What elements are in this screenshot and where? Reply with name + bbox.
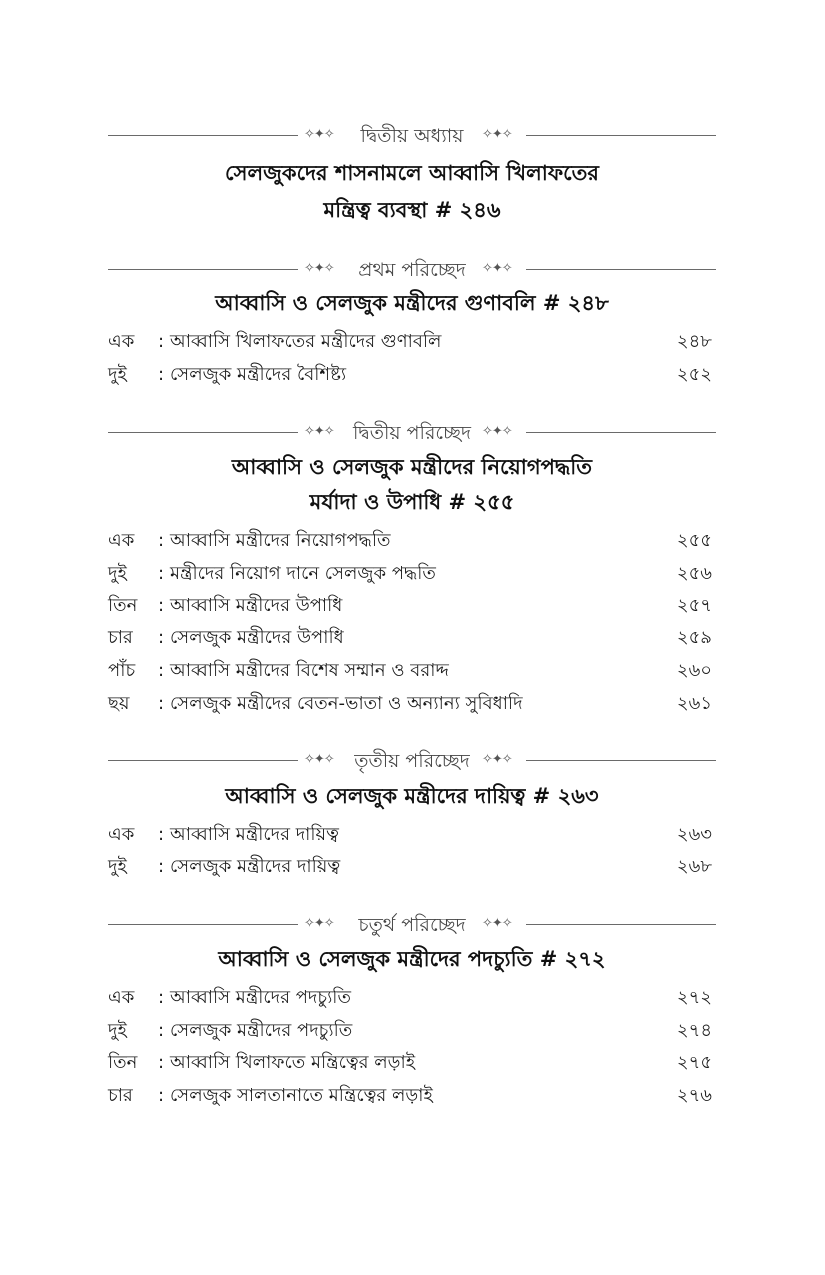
entry-title: সেলজুক মন্ত্রীদের বেতন-ভাতা ও অন্যান্য সুবিধাদি [170, 693, 523, 714]
entry-title: সেলজুক সালতানাতে মন্ত্রিত্বের লড়াই [170, 1085, 433, 1106]
entry-number: এক [108, 987, 135, 1008]
section-heading: প্রথম পরিচ্ছেদ [108, 258, 716, 282]
entry-title: সেলজুক মন্ত্রীদের পদচ্যুতি [170, 1020, 353, 1041]
section-divider [108, 421, 716, 445]
entry-page: ২৫৯ [676, 627, 712, 648]
entry-number: চার [108, 1085, 133, 1106]
toc-entry[interactable] [108, 983, 712, 1013]
toc-entry[interactable] [108, 820, 712, 850]
entry-colon: : [158, 693, 165, 714]
section-heading: তৃতীয় পরিচ্ছেদ [108, 749, 716, 773]
ornament-right-icon: ✧✦✧ [482, 261, 512, 276]
divider-line-right [526, 432, 716, 433]
entry-number: দুই [108, 563, 127, 584]
ornament-right-icon: ✧✦✧ [482, 752, 512, 767]
chapter-title-line2: মন্ত্রিত্ব ব্যবস্থা # ২৪৬ [323, 198, 501, 222]
entry-colon: : [158, 1052, 165, 1073]
entry-page: ২৫২ [676, 364, 712, 385]
entry-page: ২৫৬ [676, 563, 712, 584]
chapter-heading: দ্বিতীয় অধ্যায় [108, 124, 716, 148]
entry-colon: : [158, 1085, 165, 1106]
entry-number: পাঁচ [108, 660, 136, 681]
entry-number: এক [108, 331, 135, 352]
toc-entry[interactable] [108, 1081, 712, 1111]
section-title-line2: মর্যাদা ও উপাধি # ২৫৫ [309, 490, 515, 514]
entry-colon: : [158, 530, 165, 551]
toc-entry[interactable] [108, 1048, 712, 1078]
divider-line-right [526, 135, 716, 136]
entry-page: ২৬০ [676, 660, 712, 681]
entry-colon: : [158, 824, 165, 845]
ornament-right-icon: ✧✦✧ [482, 916, 512, 931]
section-divider [108, 258, 716, 282]
entry-number: দুই [108, 1020, 127, 1041]
entry-page: ২৬১ [676, 693, 712, 714]
entry-page: ২৭৬ [676, 1085, 712, 1106]
entry-colon: : [158, 563, 165, 584]
section-heading: চতুর্থ পরিচ্ছেদ [108, 913, 716, 937]
entry-colon: : [158, 1020, 165, 1041]
entry-number: তিন [108, 595, 138, 616]
entry-title: আব্বাসি খিলাফতে মন্ত্রিত্বের লড়াই [170, 1052, 416, 1073]
ornament-left-icon: ✧✦✧ [304, 916, 334, 931]
ornament-right-icon: ✧✦✧ [482, 424, 512, 439]
entry-number: এক [108, 530, 135, 551]
toc-entry[interactable] [108, 1016, 712, 1046]
entry-number: তিন [108, 1052, 138, 1073]
section-title: আব্বাসি ও সেলজুক মন্ত্রীদের দায়িত্ব # ২৬৩ [225, 784, 599, 808]
divider-line-right [526, 269, 716, 270]
toc-entry[interactable] [108, 689, 712, 719]
ornament-left-icon: ✧✦✧ [304, 424, 334, 439]
entry-page: ২৬৮ [676, 856, 712, 877]
toc-entry[interactable] [108, 591, 712, 621]
entry-colon: : [158, 364, 165, 385]
toc-entry[interactable] [108, 656, 712, 686]
divider-line-right [526, 760, 716, 761]
entry-page: ২৫৭ [676, 595, 712, 616]
section-title-line1: আব্বাসি ও সেলজুক মন্ত্রীদের নিয়োগপদ্ধতি [231, 455, 593, 479]
entry-number: ছয় [108, 693, 130, 714]
ornament-left-icon: ✧✦✧ [304, 752, 334, 767]
entry-title: আব্বাসি মন্ত্রীদের পদচ্যুতি [170, 987, 351, 1008]
section-title: আব্বাসি ও সেলজুক মন্ত্রীদের পদচ্যুতি # ২৭২ [218, 947, 606, 971]
entry-title: সেলজুক মন্ত্রীদের দায়িত্ব [170, 856, 341, 877]
ornament-left-icon: ✧✦✧ [304, 127, 334, 142]
toc-entry[interactable] [108, 623, 712, 653]
chapter-title-line1: সেলজুকদের শাসনামলে আব্বাসি খিলাফতের [225, 161, 599, 185]
entry-page: ২৬৩ [676, 824, 712, 845]
toc-entry[interactable] [108, 360, 712, 390]
toc-entry[interactable] [108, 327, 712, 357]
entry-title: আব্বাসি মন্ত্রীদের নিয়োগপদ্ধতি [170, 530, 391, 551]
toc-entry[interactable] [108, 852, 712, 882]
entry-title: আব্বাসি মন্ত্রীদের উপাধি [170, 595, 343, 616]
entry-colon: : [158, 331, 165, 352]
entry-page: ২৭৫ [676, 1052, 712, 1073]
entry-page: ২৪৮ [676, 331, 712, 352]
entry-colon: : [158, 987, 165, 1008]
entry-colon: : [158, 660, 165, 681]
entry-title: আব্বাসি মন্ত্রীদের বিশেষ সম্মান ও বরাদ্দ [170, 660, 449, 681]
entry-colon: : [158, 627, 165, 648]
entry-number: চার [108, 627, 133, 648]
entry-page: ২৫৫ [676, 530, 712, 551]
ornament-left-icon: ✧✦✧ [304, 261, 334, 276]
ornament-right-icon: ✧✦✧ [482, 127, 512, 142]
entry-title: সেলজুক মন্ত্রীদের বৈশিষ্ট্য [170, 364, 347, 385]
entry-number: দুই [108, 364, 127, 385]
entry-colon: : [158, 856, 165, 877]
toc-entry[interactable] [108, 526, 712, 556]
entry-title: আব্বাসি খিলাফতের মন্ত্রীদের গুণাবলি [170, 331, 442, 352]
entry-title: মন্ত্রীদের নিয়োগ দানে সেলজুক পদ্ধতি [170, 563, 436, 584]
entry-number: দুই [108, 856, 127, 877]
entry-title: সেলজুক মন্ত্রীদের উপাধি [170, 627, 344, 648]
entry-title: আব্বাসি মন্ত্রীদের দায়িত্ব [170, 824, 339, 845]
section-heading: দ্বিতীয় পরিচ্ছেদ [108, 421, 716, 445]
section-title: আব্বাসি ও সেলজুক মন্ত্রীদের গুণাবলি # ২৪৮ [215, 291, 609, 315]
section-divider [108, 749, 716, 773]
toc-entry[interactable] [108, 559, 712, 589]
entry-number: এক [108, 824, 135, 845]
section-divider [108, 913, 716, 937]
chapter-divider [108, 124, 716, 148]
entry-colon: : [158, 595, 165, 616]
entry-page: ২৭৪ [676, 1020, 712, 1041]
divider-line-right [526, 924, 716, 925]
entry-page: ২৭২ [676, 987, 712, 1008]
